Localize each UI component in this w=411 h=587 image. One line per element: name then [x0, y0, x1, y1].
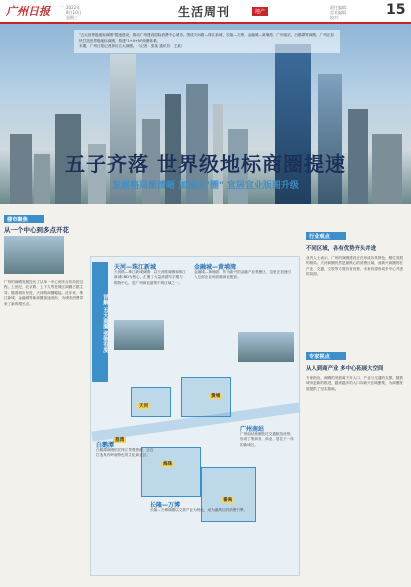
zone-title: 天河—珠江新城 — [114, 264, 157, 271]
zone-body: 长隆—万博商圈以文旅产业为特色，成为番禺区的消费引擎。 — [150, 508, 248, 512]
editor-line: 美术编辑： — [330, 10, 350, 15]
right-body-2: 专家指出，商圈的发展离不开人口、产业与交通的支撑。随着城市更新的推进，越来越多的人口向新兴区域聚集，为商圈发展提供了坚实基础。 — [306, 376, 404, 391]
zone-photo — [114, 320, 164, 350]
zone-photo — [238, 332, 294, 362]
page-number: 15 — [386, 2, 406, 18]
section-tag: 地产 — [252, 7, 268, 16]
intro-paragraph: "五大世界级地标商圈"提速建设，推动广州建设国际消费中心城市。围绕天河路—珠江新城、长隆—万博、金融城—黄埔湾、广州南站、白鹅潭等商圈，广州正加快打造世界级地标商圈，构建"1+4+N"商圈体系。 — [79, 33, 334, 43]
zone-nanzhan — [201, 467, 256, 522]
date-line: 8月10日 — [66, 10, 82, 15]
zone-title: 长隆—万博 — [150, 502, 181, 509]
left-body: 广州的商圈发展经历了从单一中心到多点布局的过程。上世纪，北京路、上下九等老城区商圈占据主导；随着城市东进，天河路商圈崛起。近年来，珠江新城、金融城等新商圈加速成形，为城市消费带来了新的增长点。 — [4, 280, 84, 306]
left-column-title: 从一个中心到多点开花 — [4, 226, 69, 234]
district-map — [90, 256, 300, 576]
zone-body: 广州南站商圈依托交通枢纽优势，形成了集商务、商业、居住于一体的新城区。 — [240, 432, 294, 447]
map-label: 荔湾 — [115, 438, 125, 443]
masthead — [0, 0, 411, 24]
right-body: 业内人士表示，广州的商圈建设正在形成各具特色、错位发展的格局。天河商圈仍然是最核心的消费区域，而新兴商圈则在产业、交通、文旅等方面各有优势，未来有望形成多中心并进的局面。 — [306, 256, 404, 277]
section-title: 生活周刊 — [178, 5, 231, 19]
intro-credit: 本期，广州日报记者探访五大商圈。（记者：张某 通讯员：王某） — [79, 44, 185, 49]
feature-strip: 详解 五大商圈 张弛有度 — [92, 262, 108, 382]
zone-body: 金融城—黄埔湾：作为新兴的金融产业集聚区，这里正加速引入总部企业和高端商业配套。 — [194, 270, 292, 280]
right-column-label-2: 专家视点 — [306, 352, 346, 360]
zone-title: 金融城—黄埔湾 — [194, 264, 237, 271]
map-label: 番禺 — [223, 498, 233, 503]
zone-huangpu — [181, 377, 231, 417]
zone-body: 白鹅潭商圈依托珠江景观资源，正在打造具有岭南特色的文化商业区。 — [96, 448, 154, 458]
hero-photo — [0, 24, 411, 204]
headline: 五子齐落 世界级地标商圈提速 — [65, 152, 346, 176]
zone-title: 广州南站 — [240, 426, 265, 433]
map-label: 海珠 — [163, 462, 173, 467]
intro-text — [74, 30, 340, 53]
editor-line: 校对： — [330, 15, 342, 20]
map-label: 黄埔 — [211, 394, 221, 399]
editor-credits — [330, 5, 350, 20]
left-photo — [4, 236, 64, 274]
right-column-label: 行业观点 — [306, 232, 346, 240]
subheadline: 发展格局渐清晰 加速出"圈" 宜居宜业版图升级 — [112, 181, 299, 191]
map-label: 天河 — [139, 404, 149, 409]
date-line: 星期三 — [66, 15, 78, 20]
right-column-title: 不同区域，各有优势齐头并进 — [306, 246, 377, 252]
date-line: 2022年 — [66, 5, 81, 10]
left-column-label: 楼市聚焦 — [4, 215, 44, 223]
issue-date — [66, 5, 82, 20]
right-column-title-2: 从人到商产业 多中心拓展大空间 — [306, 366, 384, 372]
newspaper-logo: 广州日报 — [6, 5, 50, 18]
zone-title: 白鹅潭 — [96, 442, 115, 449]
zone-body: 天河路—珠江新城商圈：以天河路商圈和珠江新城CBD为核心，汇聚了大量高端写字楼与购物中心，是广州商业最集中的区域之一。 — [114, 270, 186, 285]
zone-tianhe — [131, 387, 171, 417]
editor-line: 责任编辑： — [330, 5, 350, 10]
